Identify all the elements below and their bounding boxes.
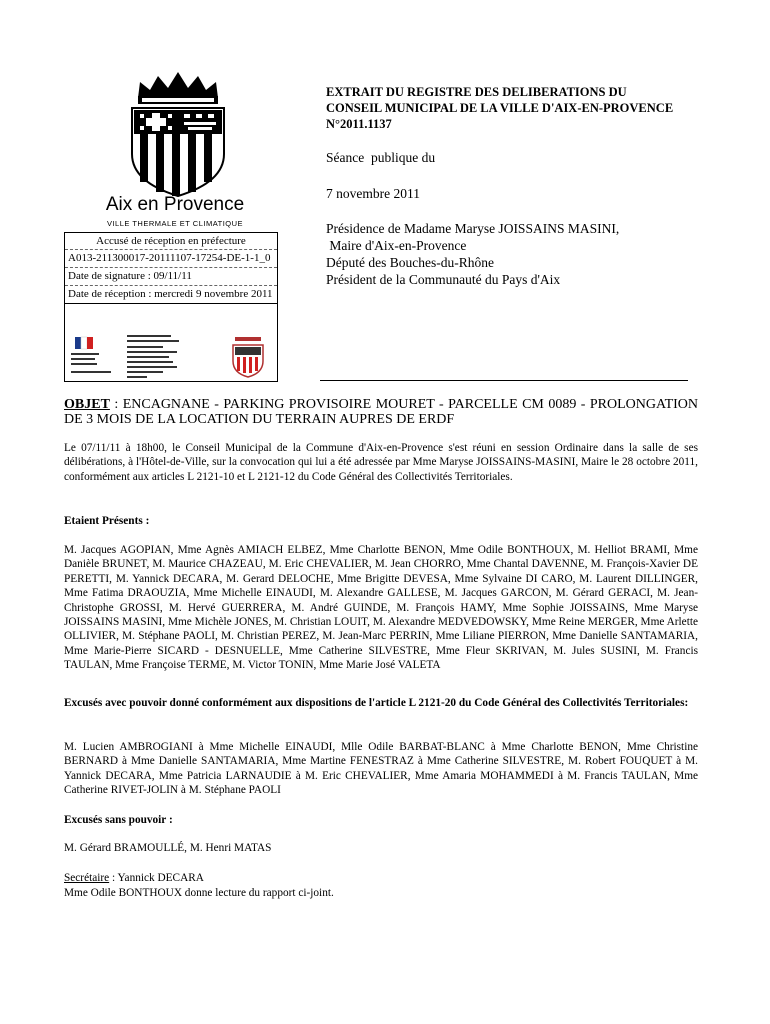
objet-label: OBJET xyxy=(64,397,110,412)
lecture-line: Mme Odile BONTHOUX donne lecture du rapport ci-joint. xyxy=(64,887,334,899)
presents-title: Etaient Présents : xyxy=(64,515,150,527)
secretaire-label: Secrétaire xyxy=(64,872,110,884)
objet-text: : ENCAGNANE - PARKING PROVISOIRE MOURET - PARCELLE CM 0089 - PROLONGATION DE 3 MOIS DE LA LOCATION DU TERRAIN AUPRES DE ERDF xyxy=(64,397,698,427)
city-subtitle: VILLE THERMALE ET CLIMATIQUE xyxy=(106,219,244,228)
stamp-reference: A013-211300017-20111107-17254-DE-1-1_0 xyxy=(65,250,277,268)
presidence-line: Présidence de Madame Maryse JOISSAINS MASINI, xyxy=(326,221,620,236)
excuses-title: Excusés avec pouvoir donné conformément aux dispositions de l'article L 2121-20 du Code Général des Collectivités Territoriales: xyxy=(64,697,689,709)
presidence-line: Député des Bouches-du-Rhône xyxy=(326,255,494,270)
republique-francaise-logo xyxy=(71,337,111,373)
session-date: 7 novembre 2011 xyxy=(326,186,420,201)
stamp-title: Accusé de réception en préfecture xyxy=(65,233,277,250)
excuses-list: M. Lucien AMBROGIANI à Mme Michelle EINAUDI, Mlle Odile BARBAT-BLANC à Mme Charlotte BENON, Mme Christine BERNARD à Mme Danielle SANTAMARIA, Mme Martine FENESTRAZ à Mme Catherine SILVESTRE, M. Robert FOUQUET à M. Yannick DECARA, Mme Patricia LARNAUDIE à M. Eric CHEVALIER, Mme Amaria MOHAMMEDI à M. Francis TAULAN, Mme Catherine RIVET-JOLIN à M. Stéphane PAOLI xyxy=(64,741,698,797)
sans-pouvoir-list: M. Gérard BRAMOULLÉ, M. Henri MATAS xyxy=(64,842,272,854)
divider xyxy=(320,380,688,381)
seance-label: Séance publique du xyxy=(326,150,436,165)
presents-list: M. Jacques AGOPIAN, Mme Agnès AMIACH ELBEZ, Mme Charlotte BENON, Mme Odile BONTHOUX, M. Helliot BRAMI, Mme Danièle BRUNET, M. Maurice CHAZEAU, M. Eric CHEVALIER, M. Jean CHORRO, Mme Chantal DAVENNE, M. François-Xavier DE PERETTI, M. Yannick DECARA, M. Gerard DELOCHE, Mme Brigitte DEVESA, Mme Sylvaine DI CARO, M. Laurent DILLINGER, Mme Fatima DRAOUZIA, Mme Michelle EINAUDI, M. Alexandre GALLESE, M. Jacques GARCON, M. Gérard GERACI, M. Jean-Christophe GROSSI, M. Hervé GUERRERA, M. André GUINDE, M. François HAMY, Mme Sophie JOISSAINS, Mme Maryse JOISSAINS MASINI, Mme Michèle JONES, M. Christian LOUIT, M. Alexandre MEDVEDOWSKY, Mme Reine MERGER, Mme Arlette OLLIVIER, M. Stéphane PAOLI, M. Christian PEREZ, M. Jean-Marc PERRIN, Mme Liliane PIERRON, Mme Danielle SANTAMARIA, Mme Marie-Pierre SICARD - DESNUELLE, Mme Catherine SILVESTRE, Mme Fleur SKRIVAN, M. Jules SUSINI, M. Francis TAULAN, Mme Françoise TERME, M. Victor TONIN, Mme Marie José VALETA xyxy=(64,544,698,672)
city-name: Aix en Provence xyxy=(105,194,245,215)
presidence-line: Président de la Communauté du Pays d'Aix xyxy=(326,272,561,287)
prefecture-stamp xyxy=(64,232,278,382)
city-small-logo xyxy=(233,337,263,377)
stamp-signature-date: Date de signature : 09/11/11 xyxy=(65,268,277,286)
document-title: EXTRAIT DU REGISTRE DES DELIBERATIONS DU CONSEIL MUNICIPAL DE LA VILLE D'AIX-EN-PROVENCE N°2011.1137 xyxy=(326,85,674,131)
city-crest-logo xyxy=(118,70,238,200)
secretaire-line xyxy=(64,871,698,885)
intro-paragraph: Le 07/11/11 à 18h00, le Conseil Municipal de la Commune d'Aix-en-Provence s'est réuni en session Ordinaire dans la salle de ses délibérations, à l'Hôtel-de-Ville, sur la convocation qui lui a été adressée par Mme Maryse JOISSAINS-MASINI, Maire le 28 octobre 2011, conformément aux articles L 2121-10 et L 2121-12 du Code Général des Collectivités Territoriales. xyxy=(64,442,698,483)
sans-pouvoir-title: Excusés sans pouvoir : xyxy=(64,814,173,826)
presidence-block xyxy=(326,220,619,288)
stamp-reception-date: Date de réception : mercredi 9 novembre 2011 xyxy=(65,286,277,304)
crown-icon xyxy=(138,72,218,104)
objet-section xyxy=(64,397,698,427)
stamp-logos xyxy=(65,331,277,381)
stamp-certification-text xyxy=(127,335,179,378)
presidence-line: Maire d'Aix-en-Provence xyxy=(326,238,467,253)
secretaire-name: : Yannick DECARA xyxy=(109,872,204,884)
